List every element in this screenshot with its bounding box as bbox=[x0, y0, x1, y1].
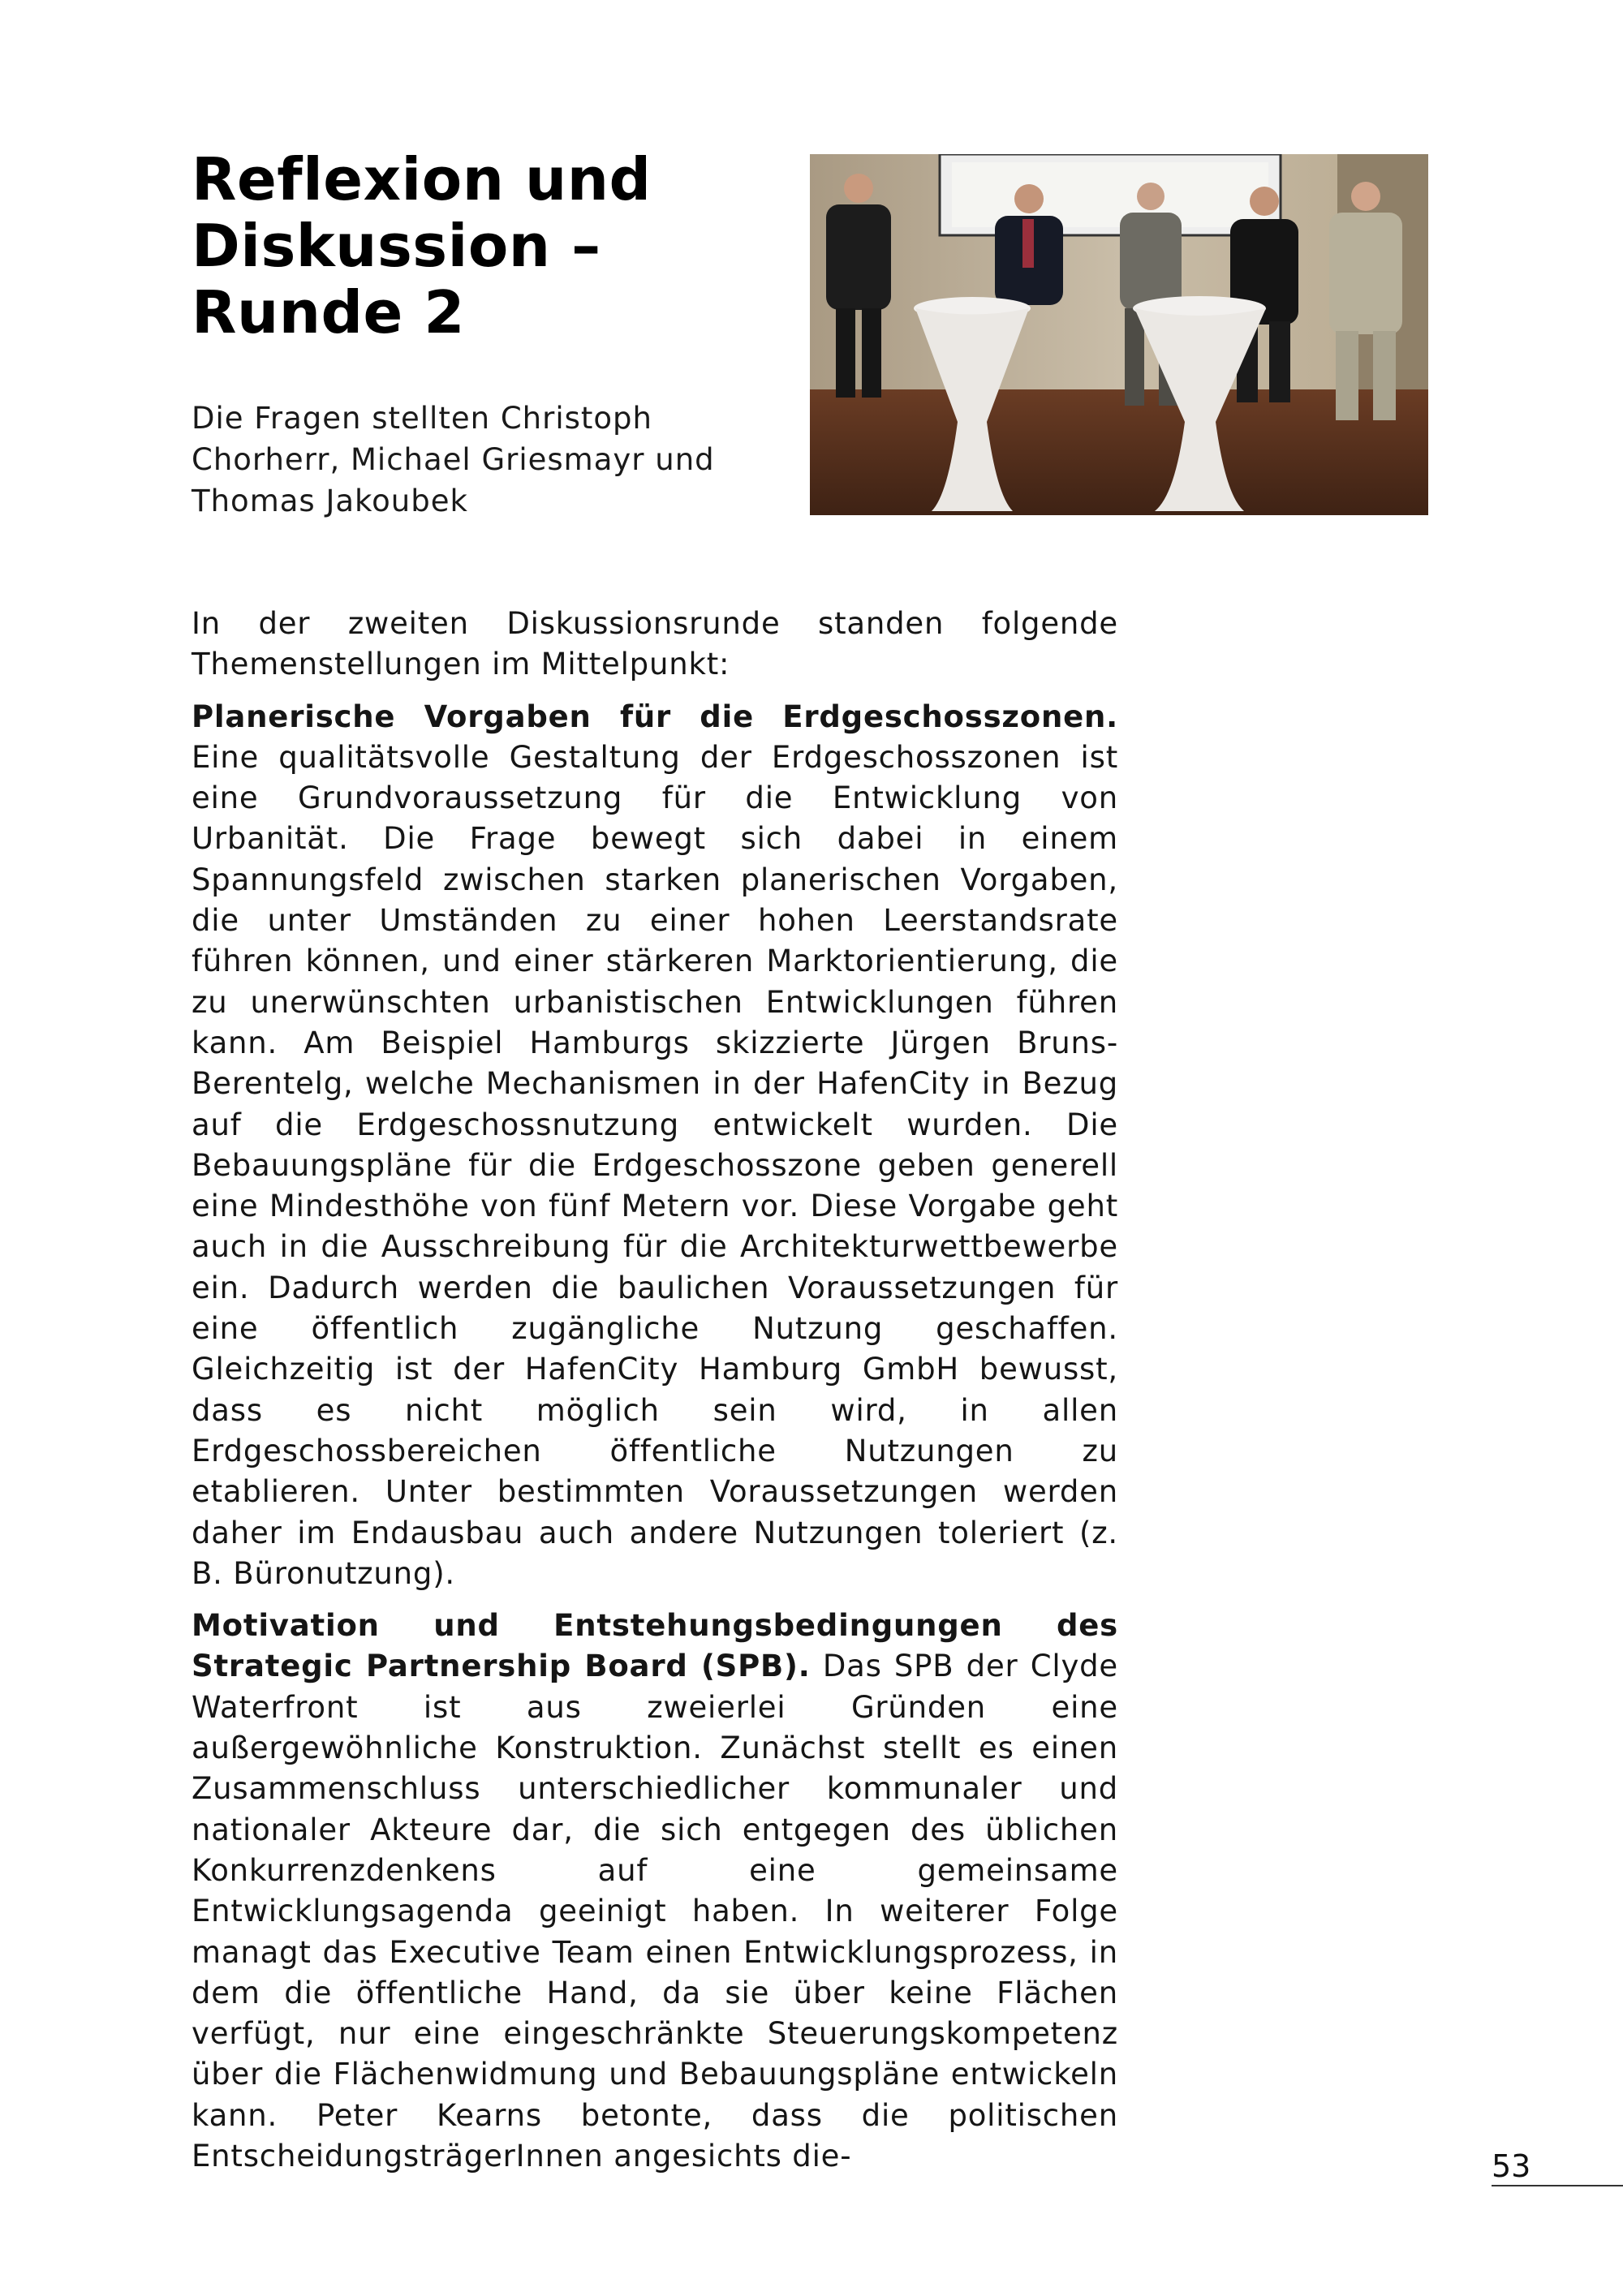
section-erdgeschosszonen bbox=[192, 697, 1118, 1595]
title-line-3: Runde 2 bbox=[192, 278, 465, 346]
section-text: Eine qualitätsvolle Gestaltung der Erdgeschosszonen ist eine Grundvoraussetzung für die Entwicklung von Urbanität. Die Frage bewegt sich dabei in einem Spannungsfeld zwischen starken planerischen Vorgaben, die unter Umständen zu einer hohen Leerstandsrate führen können, und einer stärkeren Marktorientierung, die zu unerwünschten urbanistischen Entwicklungen führen kann. Am Beispiel Hamburgs skizzierte Jürgen Bruns-Berentelg, welche Mechanismen in der HafenCity in Bezug auf die Erdgeschossnutzung entwickelt wurden. Die Bebauungspläne für die Erdgeschosszone geben generell eine Mindesthöhe von fünf Metern vor. Diese Vorgabe geht auch in die Ausschreibung für die Architekturwettbewerbe ein. Dadurch werden die baulichen Voraussetzungen für eine öffentlich zugängliche Nutzung geschaffen. Gleichzeitig ist der HafenCity Hamburg GmbH bewusst, dass es nicht möglich sein wird, in allen Erdgeschossbereichen öffentliche Nutzungen zu etablieren. Unter bestimmten Voraussetzungen werden daher im Endausbau auch andere Nutzungen toleriert (z. B. Büronutzung). bbox=[192, 739, 1118, 1591]
intro-paragraph: In der zweiten Diskussionsrunde standen folgende Themenstellungen im Mittelpunkt: bbox=[192, 606, 1118, 682]
section-heading: Planerische Vorgaben für die Erdgeschosszonen. bbox=[192, 699, 1118, 734]
subtitle-line-3: Thomas Jakoubek bbox=[192, 484, 468, 518]
section-heading: Motivation und Entstehungsbedingungen des Strategic Partnership Board (SPB). bbox=[192, 1608, 1118, 1684]
title-line-1: Reflexion und bbox=[192, 145, 652, 213]
subtitle bbox=[192, 398, 760, 522]
section-text: Das SPB der Clyde Waterfront ist aus zweierlei Gründen eine außergewöhnliche Konstruktion. Zunächst stellt es einen Zusammenschluss unterschiedlicher kommunaler und nationaler Akteure dar, die sich entgegen des üblichen Konkurrenzdenkens auf eine gemeinsame Entwicklungsagenda geeinigt haben. In weiterer Folge managt das Executive Team einen Entwicklungsprozess, in dem die öffentliche Hand, da sie über keine Flächen verfügt, nur eine eingeschränkte Steuerungskompetenz über die Flächenwidmung und Bebauungspläne entwickeln kann. Peter Kearns betonte, dass die politischen EntscheidungsträgerInnen angesichts die- bbox=[192, 1649, 1118, 2173]
title-line-2: Diskussion – bbox=[192, 212, 601, 280]
page-number-rule bbox=[1492, 2185, 1623, 2186]
subtitle-line-1: Die Fragen stellten Christoph bbox=[192, 401, 652, 436]
page-title bbox=[192, 146, 760, 346]
page-number: 53 bbox=[1492, 2148, 1531, 2184]
section-spb bbox=[192, 1606, 1118, 2177]
subtitle-line-2: Chorherr, Michael Griesmayr und bbox=[192, 442, 715, 477]
article-body bbox=[192, 604, 1118, 2188]
panel-discussion-photo bbox=[810, 154, 1428, 515]
